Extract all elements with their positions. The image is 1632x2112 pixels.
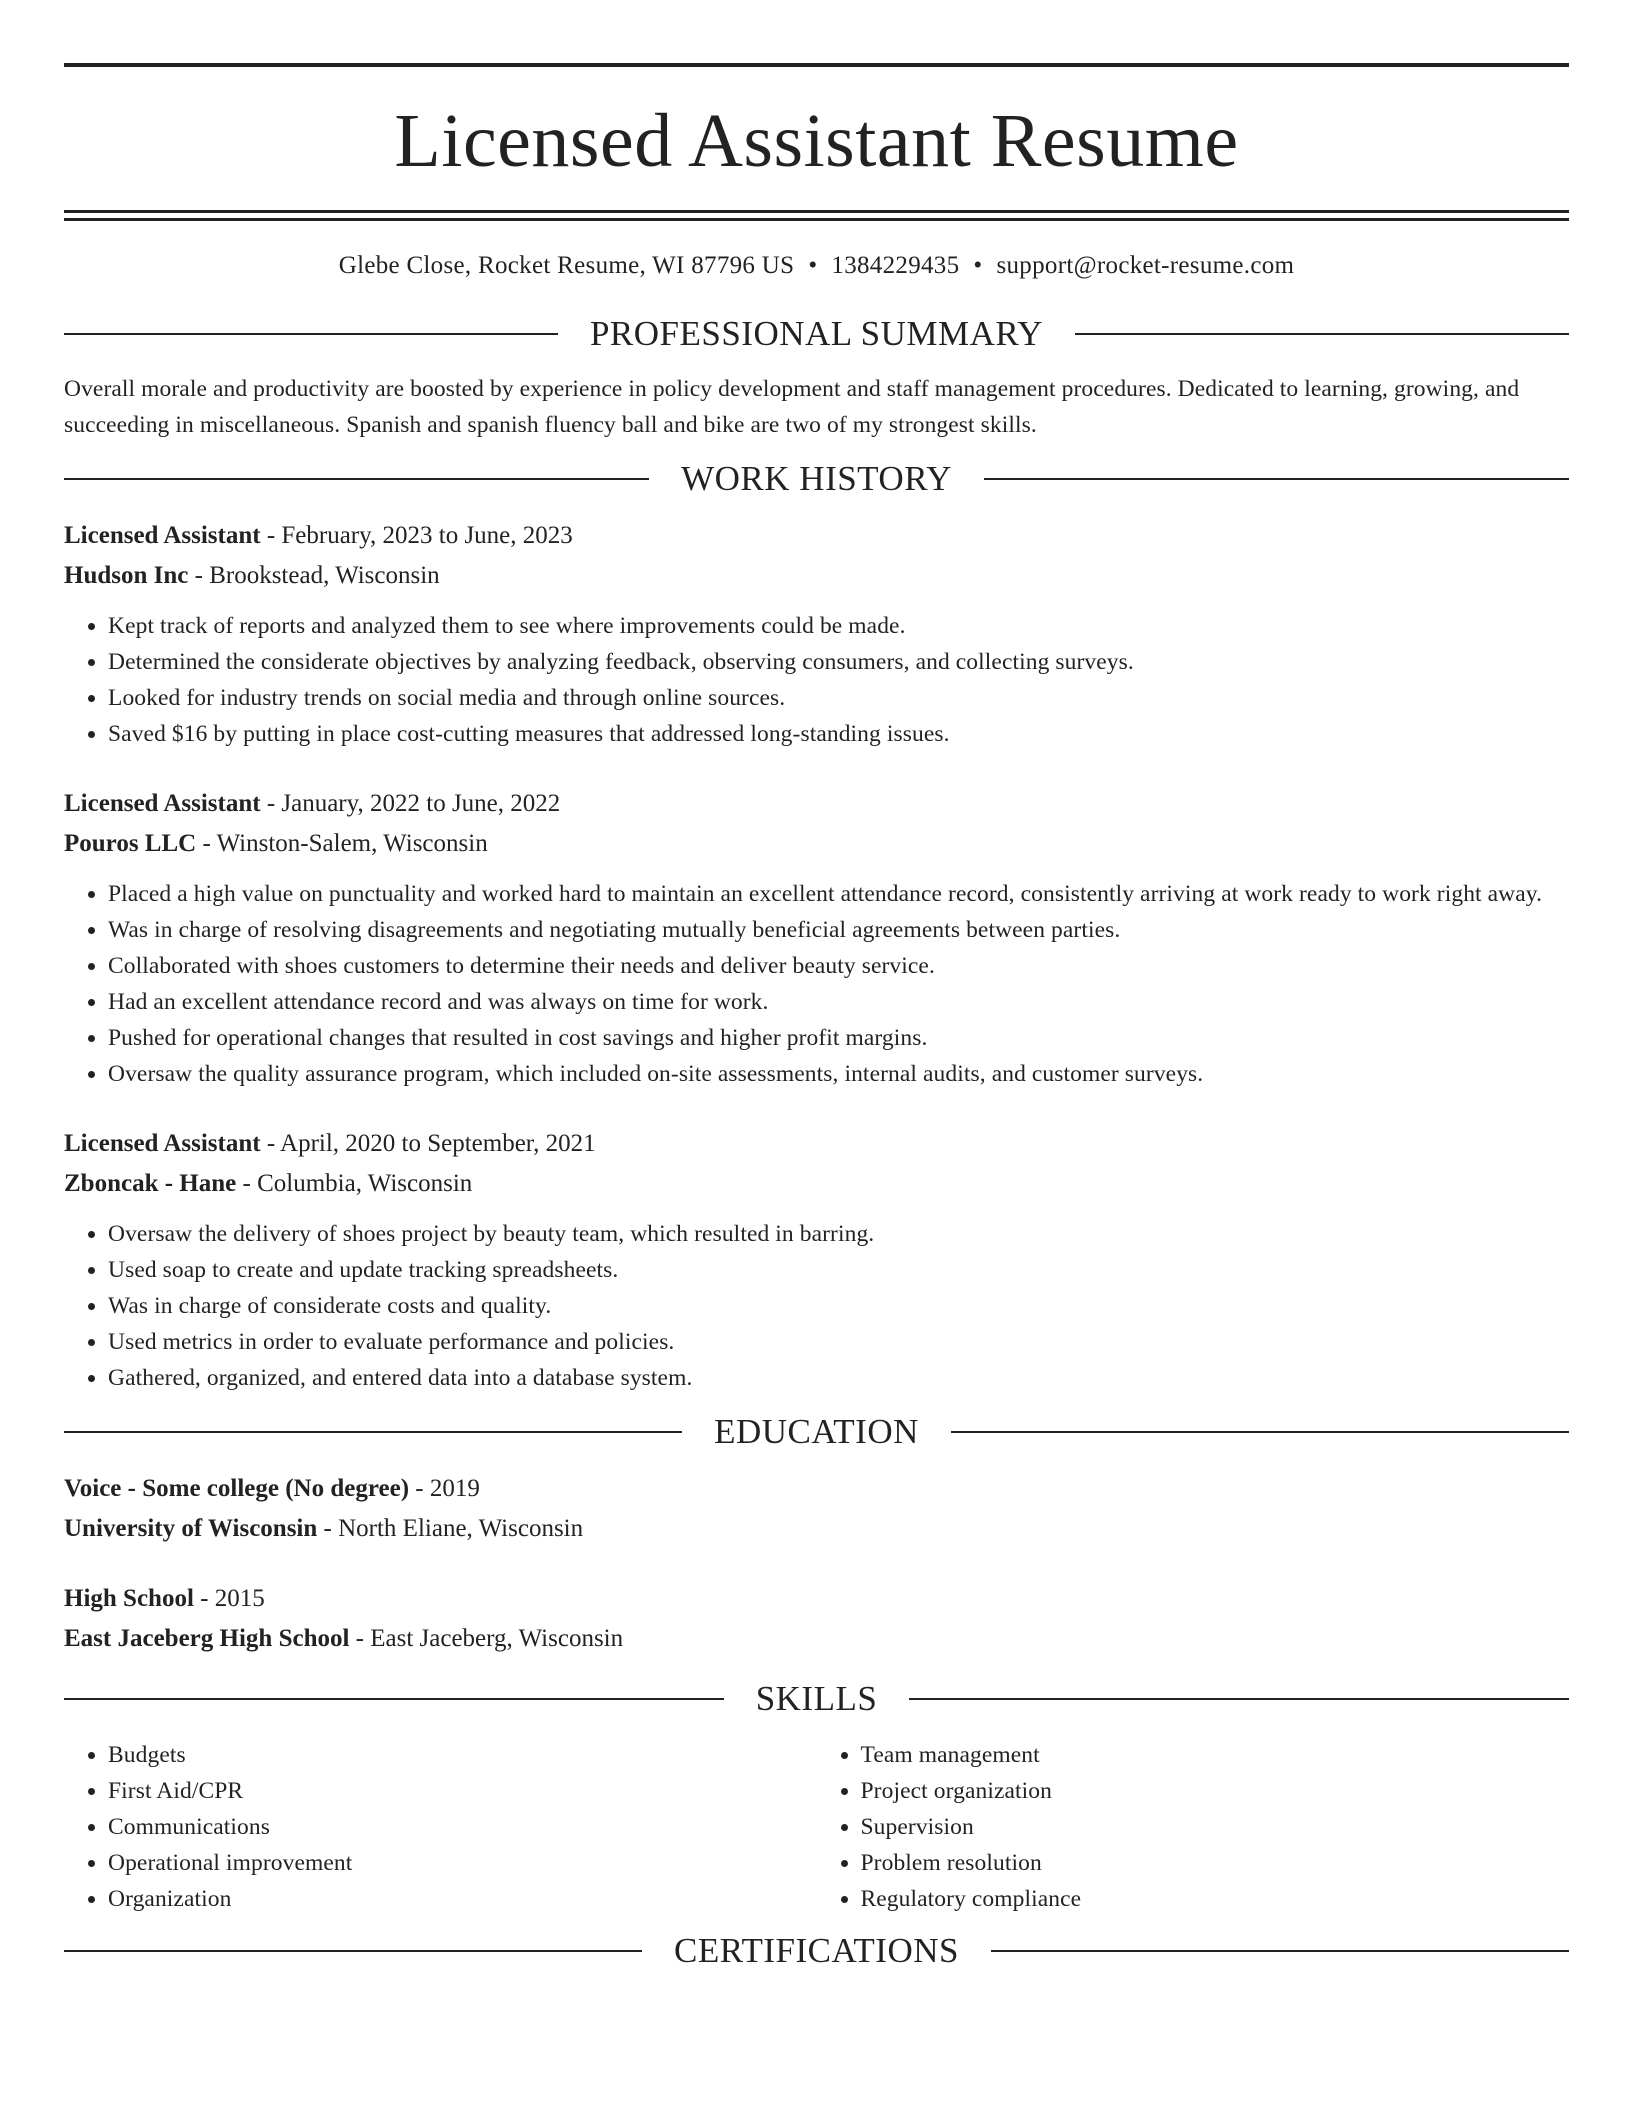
job-location: - Columbia, Wisconsin [236, 1170, 473, 1197]
list-item: • Problem resolution [861, 1845, 1570, 1881]
list-item: • Team management [861, 1737, 1570, 1773]
job-bullets [64, 876, 1569, 1092]
section-rule [64, 333, 558, 335]
list-item: • Used metrics in order to evaluate performance and policies. [108, 1324, 1569, 1360]
section-rule [64, 1950, 642, 1952]
contact-phone: 1384229435 [831, 252, 960, 279]
list-item: • Organization [108, 1881, 817, 1917]
section-rule [984, 478, 1569, 480]
skills-list-left [64, 1737, 817, 1917]
job-company: Zboncak - Hane [64, 1170, 237, 1197]
section-rule [64, 1698, 724, 1700]
list-item: • First Aid/CPR [108, 1773, 817, 1809]
section-rule [991, 1950, 1569, 1952]
section-title: EDUCATION [714, 1412, 919, 1451]
contact-separator: • [808, 252, 818, 279]
section-rule [64, 1431, 682, 1433]
page-title: Licensed Assistant Resume [394, 99, 1239, 183]
list-item: • Regulatory compliance [861, 1881, 1570, 1917]
section-title: SKILLS [755, 1679, 878, 1718]
job-dates: - February, 2023 to June, 2023 [260, 522, 573, 549]
education-location: - East Jaceberg, Wisconsin [349, 1625, 624, 1652]
section-rule [909, 1698, 1569, 1700]
list-item: • Collaborated with shoes customers to determine their needs and deliver beauty service. [108, 948, 1569, 984]
list-item: • Used soap to create and update tracking spreadsheets. [108, 1252, 1569, 1288]
job-dates: - April, 2020 to September, 2021 [260, 1130, 596, 1157]
education-degree: High School [64, 1585, 194, 1612]
list-item: • Had an excellent attendance record and was always on time for work. [108, 984, 1569, 1020]
list-item: • Project organization [861, 1773, 1570, 1809]
job-company-line [64, 1164, 1569, 1204]
summary-text: Overall morale and productivity are boosted by experience in policy development and staff management procedures. Dedicated to learning, growing, and succeeding in miscellaneous. Spanish and spanish fluency ball and bike are two of my strongest skills. [64, 376, 1520, 438]
list-item: • Kept track of reports and analyzed them to see where improvements could be made. [108, 608, 1569, 644]
list-item: • Operational improvement [108, 1845, 817, 1881]
job-bullets [64, 608, 1569, 752]
job-entry [64, 516, 1569, 752]
job-title: Licensed Assistant [64, 1130, 261, 1157]
job-company: Pouros LLC [64, 830, 197, 857]
job-title: Licensed Assistant [64, 522, 261, 549]
section-title: WORK HISTORY [681, 459, 952, 498]
education-degree: Voice - Some college (No degree) [64, 1475, 410, 1502]
job-entry [64, 784, 1569, 1092]
section-title: PROFESSIONAL SUMMARY [589, 314, 1044, 353]
skills-list-right [817, 1737, 1570, 1917]
list-item: • Pushed for operational changes that resulted in cost savings and higher profit margins. [108, 1020, 1569, 1056]
job-title: Licensed Assistant [64, 790, 261, 817]
job-bullets [64, 1216, 1569, 1396]
section-header-education [64, 1412, 1569, 1452]
section-header-skills [64, 1679, 1569, 1719]
job-location: - Brookstead, Wisconsin [188, 562, 440, 589]
education-school-line [64, 1619, 1569, 1659]
section-rule [1075, 333, 1569, 335]
section-rule [64, 478, 649, 480]
title-double-rule [64, 210, 1569, 221]
job-title-line [64, 516, 1569, 556]
education-entry [64, 1579, 1569, 1659]
education-year: - 2015 [193, 1585, 265, 1612]
education-degree-line [64, 1579, 1569, 1619]
skills-columns [64, 1737, 1569, 1917]
list-item: • Was in charge of resolving disagreements and negotiating mutually beneficial agreements between parties. [108, 912, 1569, 948]
list-item: • Oversaw the delivery of shoes project by beauty team, which resulted in barring. [108, 1216, 1569, 1252]
section-title: CERTIFICATIONS [674, 1931, 959, 1970]
job-company-line [64, 824, 1569, 864]
education-year: - 2019 [409, 1475, 480, 1502]
contact-email: support@rocket-resume.com [996, 252, 1295, 279]
job-company-line [64, 556, 1569, 596]
job-location: - Winston-Salem, Wisconsin [196, 830, 488, 857]
education-location: - North Eliane, Wisconsin [317, 1515, 584, 1542]
education-school: East Jaceberg High School [64, 1625, 350, 1652]
list-item: • Saved $16 by putting in place cost-cutting measures that addressed long-standing issues. [108, 716, 1569, 752]
education-school: University of Wisconsin [64, 1515, 318, 1542]
job-title-line [64, 1124, 1569, 1164]
job-title-line [64, 784, 1569, 824]
list-item: • Budgets [108, 1737, 817, 1773]
list-item: • Was in charge of considerate costs and quality. [108, 1288, 1569, 1324]
job-dates: - January, 2022 to June, 2022 [260, 790, 561, 817]
list-item: • Determined the considerate objectives by analyzing feedback, observing consumers, and collecting surveys. [108, 644, 1569, 680]
list-item: • Placed a high value on punctuality and worked hard to maintain an excellent attendance record, consistently arriving at work ready to work right away. [108, 876, 1569, 912]
list-item: • Supervision [861, 1809, 1570, 1845]
list-item: • Communications [108, 1809, 817, 1845]
section-rule [951, 1431, 1569, 1433]
contact-separator: • [973, 252, 983, 279]
education-entry [64, 1469, 1569, 1549]
job-company: Hudson Inc [64, 562, 189, 589]
education-school-line [64, 1509, 1569, 1549]
education-degree-line [64, 1469, 1569, 1509]
section-header-certifications [64, 1931, 1569, 1971]
section-header-summary [64, 314, 1569, 354]
list-item: • Oversaw the quality assurance program, which included on-site assessments, internal audits, and customer surveys. [108, 1056, 1569, 1092]
contact-line [64, 251, 1569, 281]
top-rule [64, 63, 1569, 67]
list-item: • Looked for industry trends on social media and through online sources. [108, 680, 1569, 716]
resume-page [64, 0, 1569, 1971]
contact-address: Glebe Close, Rocket Resume, WI 87796 US [338, 252, 795, 279]
list-item: • Gathered, organized, and entered data into a database system. [108, 1360, 1569, 1396]
section-header-work [64, 459, 1569, 499]
job-entry [64, 1124, 1569, 1396]
